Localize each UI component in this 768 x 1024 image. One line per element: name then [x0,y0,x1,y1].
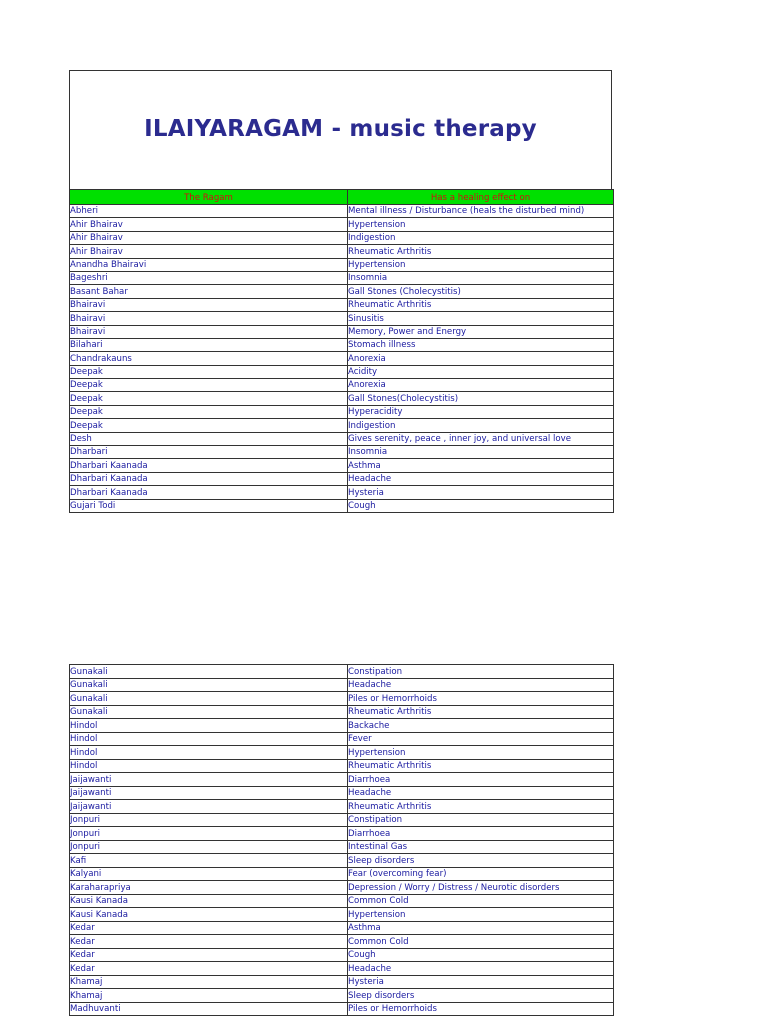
table-row [70,218,614,231]
ragam-cell: Desh [70,432,348,445]
ragam-cell: Kausi Kanada [70,894,348,908]
table-row [70,486,614,499]
table-row [70,459,614,472]
effect-cell: Memory, Power and Energy [348,325,614,338]
ragam-cell: Deepak [70,365,348,378]
table-row [70,298,614,311]
table-row [70,719,614,733]
effect-cell: Hypertension [348,218,614,231]
ragam-cell: Jonpuri [70,827,348,841]
table-row [70,312,614,325]
ragam-cell: Madhuvanti [70,1002,348,1016]
ragam-cell: Gunakali [70,678,348,692]
ragam-cell: Hindol [70,759,348,773]
table-row [70,419,614,432]
table-row [70,881,614,895]
table-row [70,867,614,881]
table-row [70,746,614,760]
effect-cell: Anorexia [348,352,614,365]
ragam-cell: Gunakali [70,692,348,706]
effect-cell: Headache [348,786,614,800]
effect-cell: Sleep disorders [348,989,614,1003]
table-row [70,786,614,800]
table-row [70,245,614,258]
title-box [69,70,612,189]
page-title: ILAIYARAGAM - music therapy [144,116,537,142]
effect-cell: Sleep disorders [348,854,614,868]
effect-cell: Constipation [348,665,614,679]
table-row [70,392,614,405]
effect-cell: Insomnia [348,271,614,284]
effect-cell: Hypertension [348,746,614,760]
effect-cell: Asthma [348,459,614,472]
ragam-cell: Kedar [70,948,348,962]
ragam-cell: Jonpuri [70,840,348,854]
ragam-cell: Kedar [70,921,348,935]
ragam-cell: Ahir Bhairav [70,245,348,258]
effect-cell: Insomnia [348,446,614,459]
table-row [70,962,614,976]
ragam-table-2 [69,664,614,1016]
table-row [70,921,614,935]
effect-cell: Acidity [348,365,614,378]
ragam-table-1 [69,189,614,513]
table-header-row [70,190,614,205]
ragam-cell: Abheri [70,205,348,218]
ragam-cell: Bhairavi [70,312,348,325]
effect-cell: Cough [348,499,614,512]
ragam-cell: Gujari Todi [70,499,348,512]
table-row [70,665,614,679]
table-1-body [70,205,614,513]
ragam-cell: Bhairavi [70,325,348,338]
ragam-cell: Jonpuri [70,813,348,827]
ragam-cell: Bilahari [70,338,348,351]
effect-cell: Sinusitis [348,312,614,325]
table-row [70,405,614,418]
table-row [70,352,614,365]
effect-cell: Rheumatic Arthritis [348,298,614,311]
table-row [70,678,614,692]
table-row [70,205,614,218]
ragam-cell: Khamaj [70,989,348,1003]
ragam-cell: Ahir Bhairav [70,218,348,231]
effect-cell: Stomach illness [348,338,614,351]
effect-cell: Depression / Worry / Distress / Neurotic disorders [348,881,614,895]
table-row [70,705,614,719]
ragam-cell: Jaijawanti [70,773,348,787]
ragam-cell: Khamaj [70,975,348,989]
table-row [70,840,614,854]
ragam-cell: Gunakali [70,665,348,679]
table-row [70,365,614,378]
header-ragam: The Ragam [70,190,348,205]
table-row [70,948,614,962]
effect-cell: Asthma [348,921,614,935]
table-row [70,759,614,773]
table-row [70,499,614,512]
table-row [70,813,614,827]
effect-cell: Hypertension [348,908,614,922]
ragam-cell: Kedar [70,962,348,976]
header-effect: Has a healing effect on [348,190,614,205]
effect-cell: Diarrhoea [348,827,614,841]
ragam-cell: Hindol [70,746,348,760]
effect-cell: Hysteria [348,975,614,989]
effect-cell: Rheumatic Arthritis [348,759,614,773]
effect-cell: Rheumatic Arthritis [348,705,614,719]
table-row [70,827,614,841]
ragam-cell: Dharbari [70,446,348,459]
effect-cell: Mental illness / Disturbance (heals the disturbed mind) [348,205,614,218]
effect-cell: Headache [348,678,614,692]
effect-cell: Hypertension [348,258,614,271]
ragam-cell: Dharbari Kaanada [70,459,348,472]
ragam-cell: Kalyani [70,867,348,881]
table-row [70,854,614,868]
effect-cell: Anorexia [348,379,614,392]
effect-cell: Indigestion [348,419,614,432]
ragam-cell: Jaijawanti [70,800,348,814]
effect-cell: Hyperacidity [348,405,614,418]
effect-cell: Diarrhoea [348,773,614,787]
effect-cell: Common Cold [348,935,614,949]
table-row [70,908,614,922]
ragam-cell: Gunakali [70,705,348,719]
ragam-cell: Chandrakauns [70,352,348,365]
table-row [70,894,614,908]
effect-cell: Backache [348,719,614,733]
ragam-cell: Jaijawanti [70,786,348,800]
table-row [70,446,614,459]
ragam-cell: Basant Bahar [70,285,348,298]
ragam-cell: Karaharapriya [70,881,348,895]
table-row [70,732,614,746]
table-row [70,231,614,244]
effect-cell: Fever [348,732,614,746]
effect-cell: Piles or Hemorrhoids [348,1002,614,1016]
table-row [70,379,614,392]
table-row [70,800,614,814]
effect-cell: Constipation [348,813,614,827]
table-row [70,432,614,445]
table-row [70,325,614,338]
table-row [70,258,614,271]
effect-cell: Cough [348,948,614,962]
ragam-cell: Dharbari Kaanada [70,472,348,485]
ragam-cell: Hindol [70,732,348,746]
ragam-cell: Anandha Bhairavi [70,258,348,271]
ragam-cell: Deepak [70,379,348,392]
table-2-body [70,665,614,1016]
ragam-cell: Deepak [70,419,348,432]
effect-cell: Rheumatic Arthritis [348,245,614,258]
effect-cell: Gall Stones (Cholecystitis) [348,285,614,298]
table-row [70,975,614,989]
table-row [70,1002,614,1016]
effect-cell: Headache [348,962,614,976]
ragam-cell: Kedar [70,935,348,949]
table-row [70,338,614,351]
ragam-cell: Bageshri [70,271,348,284]
effect-cell: Indigestion [348,231,614,244]
ragam-cell: Dharbari Kaanada [70,486,348,499]
ragam-cell: Kafi [70,854,348,868]
ragam-cell: Ahir Bhairav [70,231,348,244]
ragam-cell: Bhairavi [70,298,348,311]
table-row [70,773,614,787]
table-row [70,472,614,485]
effect-cell: Intestinal Gas [348,840,614,854]
table-row [70,692,614,706]
effect-cell: Rheumatic Arthritis [348,800,614,814]
ragam-cell: Deepak [70,405,348,418]
table-row [70,285,614,298]
ragam-cell: Hindol [70,719,348,733]
ragam-cell: Deepak [70,392,348,405]
effect-cell: Gives serenity, peace , inner joy, and universal love [348,432,614,445]
ragam-cell: Kausi Kanada [70,908,348,922]
table-row [70,935,614,949]
table-row [70,989,614,1003]
effect-cell: Gall Stones(Cholecystitis) [348,392,614,405]
effect-cell: Fear (overcoming fear) [348,867,614,881]
effect-cell: Common Cold [348,894,614,908]
effect-cell: Headache [348,472,614,485]
effect-cell: Piles or Hemorrhoids [348,692,614,706]
effect-cell: Hysteria [348,486,614,499]
table-row [70,271,614,284]
